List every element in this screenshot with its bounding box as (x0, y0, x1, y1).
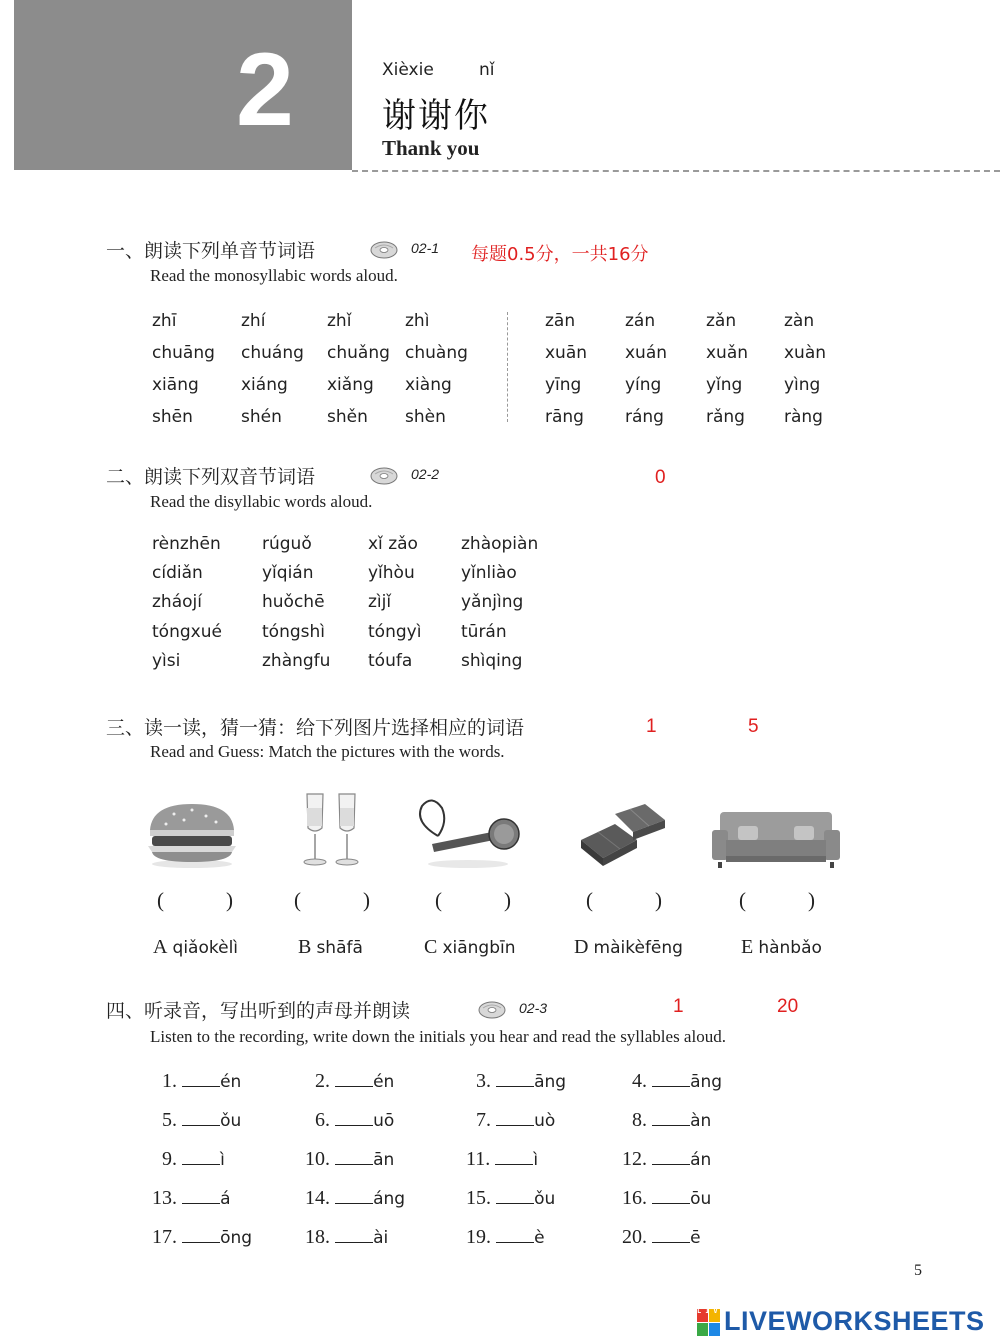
answer-blank[interactable] (335, 1224, 373, 1243)
option-word: hànbǎo (758, 938, 822, 958)
syllable: yíng (625, 375, 662, 395)
champagne-glasses-image (295, 790, 367, 874)
page-title-english: Thank you (382, 136, 480, 160)
exercise-item (622, 1224, 701, 1249)
word: rúguǒ (262, 534, 312, 554)
exercise-item (315, 1107, 394, 1132)
syllable: shèn (405, 407, 446, 427)
syllable: yīng (545, 375, 582, 395)
option-d (574, 936, 683, 959)
item-number: 13. (152, 1187, 177, 1209)
microphone-image (408, 792, 528, 876)
option-letter: D (574, 936, 589, 958)
word: yǐnliào (461, 563, 517, 583)
syllable: xiǎng (327, 375, 374, 395)
word: zhàopiàn (461, 534, 539, 554)
word: tóngshì (262, 622, 325, 642)
item-final: āng (534, 1072, 567, 1092)
item-final: uō (373, 1111, 395, 1131)
word: zhàngfu (262, 651, 331, 671)
answer-paren-open: ( (586, 888, 593, 912)
section3-score-b: 5 (748, 716, 759, 737)
option-word: qiǎokèlì (172, 938, 239, 958)
word: rènzhēn (152, 534, 221, 554)
item-final: án (690, 1150, 712, 1170)
answer-paren-open: ( (157, 888, 164, 912)
exercise-item (152, 1224, 252, 1249)
item-number: 7. (476, 1109, 491, 1131)
syllable: zhī (152, 311, 177, 331)
option-letter: E (741, 936, 754, 958)
item-number: 15. (466, 1187, 491, 1209)
syllable: zǎn (706, 311, 737, 331)
word: tóngxué (152, 622, 222, 642)
answer-paren-close: ) (655, 888, 662, 912)
answer-blank[interactable] (182, 1185, 220, 1204)
answer-paren-close: ) (504, 888, 511, 912)
syllable: zān (545, 311, 576, 331)
option-a (153, 936, 238, 959)
item-final: uò (534, 1111, 556, 1131)
lesson-number: 2 (236, 32, 294, 148)
liveworksheets-logo[interactable]: LIVEWORKSHEETS (724, 1306, 985, 1336)
syllable: chuàng (405, 343, 468, 363)
option-b (298, 936, 363, 959)
section3-subtitle: Read and Guess: Match the pictures with the words. (150, 742, 505, 761)
exercise-item (162, 1107, 241, 1132)
exercise-item (622, 1185, 711, 1210)
answer-blank[interactable] (496, 1107, 534, 1126)
syllable: ràng (784, 407, 823, 427)
section1-subtitle: Read the monosyllabic words aloud. (150, 266, 398, 285)
word: yǎnjìng (461, 592, 524, 612)
exercise-item (476, 1068, 566, 1093)
item-final: ē (690, 1228, 701, 1248)
answer-slot-4[interactable] (607, 890, 653, 914)
section1-title: 一、朗读下列单音节词语 (106, 240, 316, 262)
answer-blank[interactable] (335, 1185, 373, 1204)
word: tóufa (368, 651, 413, 671)
item-final: ài (373, 1228, 389, 1248)
item-number: 8. (632, 1109, 647, 1131)
answer-blank[interactable] (182, 1068, 220, 1087)
answer-slot-2[interactable] (315, 890, 361, 914)
item-number: 1. (162, 1070, 177, 1092)
syllable: zán (625, 311, 656, 331)
exercise-item (466, 1224, 545, 1249)
answer-blank[interactable] (652, 1185, 690, 1204)
syllable: shén (241, 407, 282, 427)
item-final: āng (690, 1072, 723, 1092)
cd-audio-icon[interactable] (370, 464, 404, 490)
section2-track-number: 02-2 (411, 466, 440, 482)
logo-badge-letters: LIVE (697, 1307, 730, 1315)
answer-blank[interactable] (652, 1107, 690, 1126)
syllable: ráng (625, 407, 664, 427)
item-number: 6. (315, 1109, 330, 1131)
answer-blank[interactable] (182, 1107, 220, 1126)
section1-track-number: 02-1 (411, 240, 440, 256)
answer-blank[interactable] (496, 1068, 534, 1087)
syllable: zhí (241, 311, 266, 331)
answer-blank[interactable] (495, 1146, 533, 1165)
item-final: ōng (220, 1228, 253, 1248)
item-final: ǒu (220, 1111, 242, 1131)
section4-title: 四、听录音，写出听到的声母并朗读 (106, 1000, 411, 1022)
liveworksheets-logo-icon (697, 1307, 730, 1337)
section1-score-note: 每题0.5分，一共16分 (471, 244, 649, 265)
word: xǐ zǎo (368, 534, 418, 554)
word: shìqing (461, 651, 523, 671)
hamburger-image (144, 800, 240, 874)
option-word: shāfā (316, 938, 363, 958)
item-number: 18. (305, 1226, 330, 1248)
answer-slot-3[interactable] (456, 890, 502, 914)
section2-subtitle: Read the disyllabic words aloud. (150, 492, 373, 511)
item-final: ì (533, 1150, 539, 1170)
item-final: áng (373, 1189, 406, 1209)
word: yǐhòu (368, 563, 415, 583)
answer-blank[interactable] (652, 1146, 690, 1165)
item-final: è (534, 1228, 545, 1248)
section2-score: 0 (655, 467, 666, 488)
item-final: ān (373, 1150, 395, 1170)
answer-slot-5[interactable] (760, 890, 806, 914)
exercise-item (162, 1068, 241, 1093)
cd-audio-icon[interactable] (370, 238, 404, 264)
header-gray-box (14, 0, 352, 170)
item-final: én (220, 1072, 242, 1092)
title-pinyin-1: Xièxie (382, 60, 434, 80)
exercise-item (632, 1068, 722, 1093)
answer-paren-close: ) (226, 888, 233, 912)
answer-blank[interactable] (652, 1068, 690, 1087)
answer-blank[interactable] (335, 1107, 373, 1126)
syllable: xiāng (152, 375, 199, 395)
option-letter: A (153, 936, 168, 958)
exercise-item (466, 1185, 555, 1210)
exercise-item (305, 1185, 405, 1210)
sofa-image (708, 808, 844, 876)
syllable: rǎng (706, 407, 745, 427)
word: yìsi (152, 651, 181, 671)
option-e (741, 936, 822, 959)
item-number: 16. (622, 1187, 647, 1209)
option-c (424, 936, 516, 959)
cd-audio-icon[interactable] (478, 998, 512, 1024)
section3-score-a: 1 (646, 716, 657, 737)
exercise-item (632, 1107, 711, 1132)
item-number: 14. (305, 1187, 330, 1209)
syllable: chuáng (241, 343, 304, 363)
exercise-item (315, 1068, 394, 1093)
answer-slot-1[interactable] (178, 890, 224, 914)
syllable: shēn (152, 407, 193, 427)
syllable: xuān (545, 343, 588, 363)
syllable: yìng (784, 375, 821, 395)
section4-subtitle: Listen to the recording, write down the initials you hear and read the syllables aloud. (150, 1027, 726, 1046)
syllable: xuán (625, 343, 668, 363)
answer-blank[interactable] (335, 1146, 373, 1165)
word: tūrán (461, 622, 507, 642)
item-number: 17. (152, 1226, 177, 1248)
answer-paren-close: ) (808, 888, 815, 912)
syllable: zhǐ (327, 311, 352, 331)
option-letter: C (424, 936, 438, 958)
word: zìjǐ (368, 592, 392, 612)
item-number: 10. (305, 1148, 330, 1170)
answer-paren-open: ( (294, 888, 301, 912)
syllable: zhì (405, 311, 430, 331)
item-number: 20. (622, 1226, 647, 1248)
syllable: rāng (545, 407, 584, 427)
word: huǒchē (262, 592, 325, 612)
word: yǐqián (262, 563, 314, 583)
exercise-item (305, 1146, 394, 1171)
item-number: 4. (632, 1070, 647, 1092)
exercise-item (305, 1224, 388, 1249)
section1-column-divider (507, 312, 508, 422)
section4-score-a: 1 (673, 996, 684, 1017)
exercise-item (162, 1146, 225, 1171)
section3-title: 三、读一读，猜一猜：给下列图片选择相应的词语 (106, 717, 525, 739)
answer-blank[interactable] (496, 1185, 534, 1204)
answer-paren-close: ) (363, 888, 370, 912)
item-number: 2. (315, 1070, 330, 1092)
syllable: yǐng (706, 375, 743, 395)
exercise-item (622, 1146, 711, 1171)
page-title: 谢谢你 (382, 96, 490, 136)
syllable: xiáng (241, 375, 288, 395)
syllable: shěn (327, 407, 368, 427)
section4-track-number: 02-3 (519, 1000, 548, 1016)
word: tóngyì (368, 622, 422, 642)
item-final: ì (220, 1150, 225, 1170)
answer-paren-open: ( (739, 888, 746, 912)
item-final: á (220, 1189, 231, 1209)
answer-blank[interactable] (496, 1224, 534, 1243)
option-letter: B (298, 936, 312, 958)
item-number: 3. (476, 1070, 491, 1092)
item-final: àn (690, 1111, 712, 1131)
syllable: xiàng (405, 375, 452, 395)
section2-title: 二、朗读下列双音节词语 (106, 466, 316, 488)
syllable: chuāng (152, 343, 215, 363)
syllable: zàn (784, 311, 815, 331)
option-word: màikèfēng (593, 938, 683, 958)
item-final: én (373, 1072, 395, 1092)
item-number: 11. (466, 1148, 491, 1170)
syllable: xuǎn (706, 343, 749, 363)
exercise-item (476, 1107, 555, 1132)
answer-blank[interactable] (335, 1068, 373, 1087)
syllable: chuǎng (327, 343, 390, 363)
item-number: 12. (622, 1148, 647, 1170)
title-pinyin-2: nǐ (479, 60, 495, 80)
header-divider (352, 170, 1000, 172)
answer-blank[interactable] (182, 1146, 220, 1165)
answer-blank[interactable] (652, 1224, 690, 1243)
page-number: 5 (914, 1262, 922, 1279)
chocolate-image (575, 800, 669, 874)
option-word: xiāngbīn (442, 938, 516, 958)
item-number: 9. (162, 1148, 177, 1170)
word: cídiǎn (152, 563, 203, 583)
section4-score-b: 20 (777, 996, 799, 1017)
item-number: 19. (466, 1226, 491, 1248)
syllable: xuàn (784, 343, 827, 363)
answer-blank[interactable] (182, 1224, 220, 1243)
word: zháojí (152, 592, 202, 612)
item-number: 5. (162, 1109, 177, 1131)
exercise-item (466, 1146, 538, 1171)
exercise-item (152, 1185, 231, 1210)
item-final: ōu (690, 1189, 712, 1209)
answer-paren-open: ( (435, 888, 442, 912)
item-final: ǒu (534, 1189, 556, 1209)
